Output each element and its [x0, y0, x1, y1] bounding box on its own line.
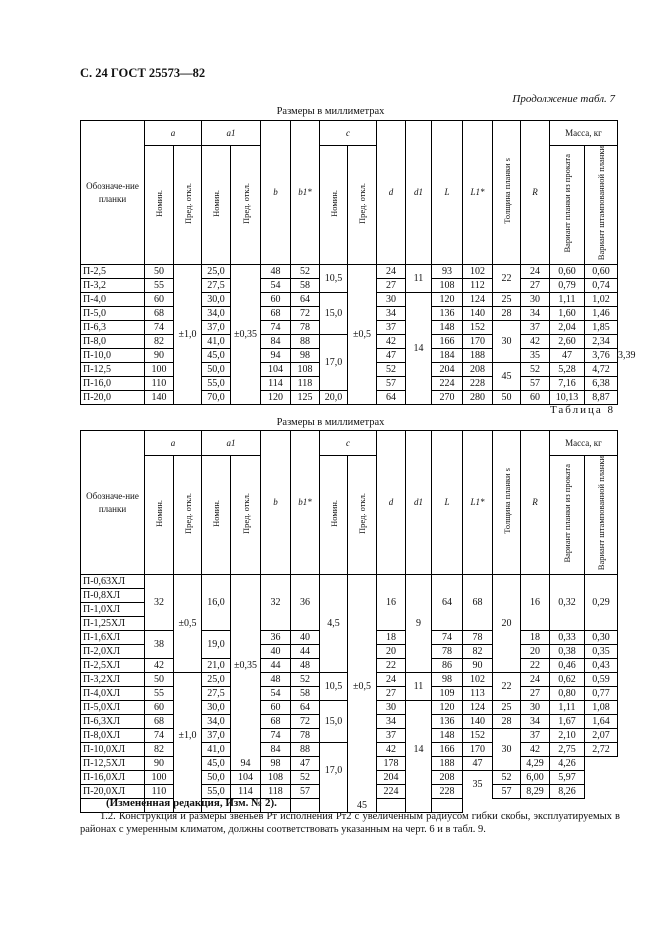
header-a1: a1 — [202, 121, 261, 146]
table-row: П-8,0ХЛ 74 37,0 74 78 37 148 152 30 37 2,10 2,07 — [81, 729, 618, 743]
c-tolerance: ±0,5 — [348, 575, 377, 799]
header-b1: b1* — [291, 431, 320, 575]
header-L1: L1* — [463, 431, 493, 575]
header-c: c — [320, 431, 377, 456]
a-tolerance-2: ±1,0 — [174, 673, 202, 799]
header-d: d — [377, 431, 406, 575]
header-a: a — [145, 431, 202, 456]
table-row: П-10,0 90 45,0 94 98 47 184 188 35 47 3,76 3,39 — [81, 349, 618, 363]
header-d1: d1 — [406, 121, 432, 265]
units-label-1: Размеры в миллиметрах — [276, 106, 385, 117]
header-c: c — [320, 121, 377, 146]
header-c-nom: Номин. — [320, 146, 348, 265]
paragraph-1-2: 1.2. Конструкция и размеры звеньев Рт исполнения Рт2 с увеличенным радиусом гибки скобы, эксплуатируемых в районах с умеренным климатом, должны соответствовать указанным на черт. 6 и в табл. 9. — [80, 811, 620, 835]
table-row: П-20,0ХЛ 110 55,0 114 118 57 224 228 57 8,29 8,26 — [81, 785, 618, 799]
amendment-note: (Измененная редакция, Изм. № 2). — [106, 797, 277, 809]
header-a-tol: Пред. откл. — [174, 456, 202, 575]
header-d1: d1 — [406, 431, 432, 575]
header-mass: Масса, кг — [550, 121, 618, 146]
table-row: П-12,5ХЛ 90 45,0 94 98 47 178 188 47 4,29 4,26 — [81, 757, 618, 771]
header-a1-tol: Пред. откл. — [231, 146, 261, 265]
table-row: П-10,0ХЛ 82 41,0 84 88 17,0 42 166 170 42 2,75 2,72 — [81, 743, 618, 757]
table-row: П-16,0ХЛ 100 50,0 104 108 52 204 208 35 52 6,00 5,97 — [81, 771, 618, 785]
header-thickness: Толщина планки s — [493, 431, 521, 575]
table-row: П-12,5 100 50,0 104 108 52 204 208 45 52 5,28 4,72 — [81, 363, 618, 377]
table-row: П-8,0 82 41,0 84 88 17,0 42 166 170 42 2,60 2,34 — [81, 335, 618, 349]
header-L: L — [432, 121, 463, 265]
header-c-nom: Номин. — [320, 456, 348, 575]
header-R: R — [521, 431, 550, 575]
header-designation: Обозначе-ние планки — [81, 121, 145, 265]
table-row: П-0,63ХЛ 32 ±0,5 16,0 ±0,35 32 36 4,5 ±0,5 16 9 64 68 20 16 0,32 0,29 — [81, 575, 618, 589]
header-b: b — [261, 431, 291, 575]
header-a: a — [145, 121, 202, 146]
table-row: П-0,8ХЛ — [81, 589, 618, 603]
a1-tolerance: ±0,35 — [231, 265, 261, 405]
header-designation: Обозначе-ние планки — [81, 431, 145, 575]
table-row: П-2,5 50 ±1,0 25,0 ±0,35 48 52 10,5 ±0,5 24 11 93 102 22 24 0,60 0,60 — [81, 265, 618, 279]
units-label-2: Размеры в миллиметрах — [276, 417, 385, 428]
header-c-tol: Пред. откл. — [348, 456, 377, 575]
a-tolerance-1: ±0,5 — [174, 575, 202, 673]
header-a-tol: Пред. откл. — [174, 146, 202, 265]
table-row: П-6,3 74 37,0 74 78 37 148 152 30 37 2,04 1,85 — [81, 321, 618, 335]
header-c-tol: Пред. откл. — [348, 146, 377, 265]
header-a-nom: Номин. — [145, 146, 174, 265]
table-row: П-4,0ХЛ 55 27,5 54 58 27 109 113 27 0,80 0,77 — [81, 687, 618, 701]
header-a1: a1 — [202, 431, 261, 456]
header-a1-nom: Номин. — [202, 146, 231, 265]
a1-tolerance: ±0,35 — [231, 575, 261, 757]
header-a1-nom: Номин. — [202, 456, 231, 575]
a-tolerance: ±1,0 — [174, 265, 202, 405]
table-row: П-2,0ХЛ 40 44 20 78 82 20 0,38 0,35 — [81, 645, 618, 659]
table-row: П-4,0 60 30,0 60 64 15,0 30 14 120 124 25 30 1,11 1,02 — [81, 293, 618, 307]
table-row: П-20,0 140 70,0 120 125 20,0 64 270 280 50 60 10,13 8,87 — [81, 391, 618, 405]
table-row: П-3,2 55 27,5 54 58 27 108 112 27 0,79 0,74 — [81, 279, 618, 293]
header-mass: Масса, кг — [550, 431, 618, 456]
header-thickness: Толщина планки s — [493, 121, 521, 265]
table-row: П-6,3ХЛ 68 34,0 68 72 34 136 140 28 34 1,67 1,64 — [81, 715, 618, 729]
header-mass-rolled: Вариант планки из проката — [550, 456, 585, 575]
table-row: П-1,0ХЛ — [81, 603, 618, 617]
header-a-nom: Номин. — [145, 456, 174, 575]
table-row: П-5,0 68 34,0 68 72 34 136 140 28 34 1,60 1,46 — [81, 307, 618, 321]
header-b1: b1* — [291, 121, 320, 265]
header-L1: L1* — [463, 121, 493, 265]
table-row: П-5,0ХЛ 60 30,0 60 64 15,0 30 14 120 124 25 30 1,11 1,08 — [81, 701, 618, 715]
page-header: С. 24 ГОСТ 25573—82 — [80, 66, 206, 80]
table-row: П-1,6ХЛ 38 19,0 36 40 18 74 78 18 0,33 0,30 — [81, 631, 618, 645]
table-continuation-label: Продолжение табл. 7 — [512, 93, 615, 105]
header-L: L — [432, 431, 463, 575]
c-tolerance: ±0,5 — [348, 265, 377, 405]
header-mass-rolled: Вариант планки из проката — [550, 146, 585, 265]
table-row: П-2,5ХЛ 42 21,0 44 48 22 86 90 22 0,46 0,43 — [81, 659, 618, 673]
table-row: П-3,2ХЛ 50 ±1,0 25,0 48 52 10,5 24 11 98 102 22 24 0,62 0,59 — [81, 673, 618, 687]
table-row: П-16,0 110 55,0 114 118 57 224 228 57 7,16 6,38 — [81, 377, 618, 391]
header-mass-stamped: Вариант штампованной планки — [585, 146, 618, 265]
table-8 — [80, 430, 618, 813]
header-R: R — [521, 121, 550, 265]
table-row: П-1,25ХЛ — [81, 617, 618, 631]
table-row: 45 — [81, 799, 618, 813]
table8-caption: Таблица 8 — [549, 404, 615, 416]
header-a1-tol: Пред. откл. — [231, 456, 261, 575]
table-7 — [80, 120, 636, 405]
header-d: d — [377, 121, 406, 265]
header-mass-stamped: Вариант штампованной планки — [585, 456, 618, 575]
header-b: b — [261, 121, 291, 265]
